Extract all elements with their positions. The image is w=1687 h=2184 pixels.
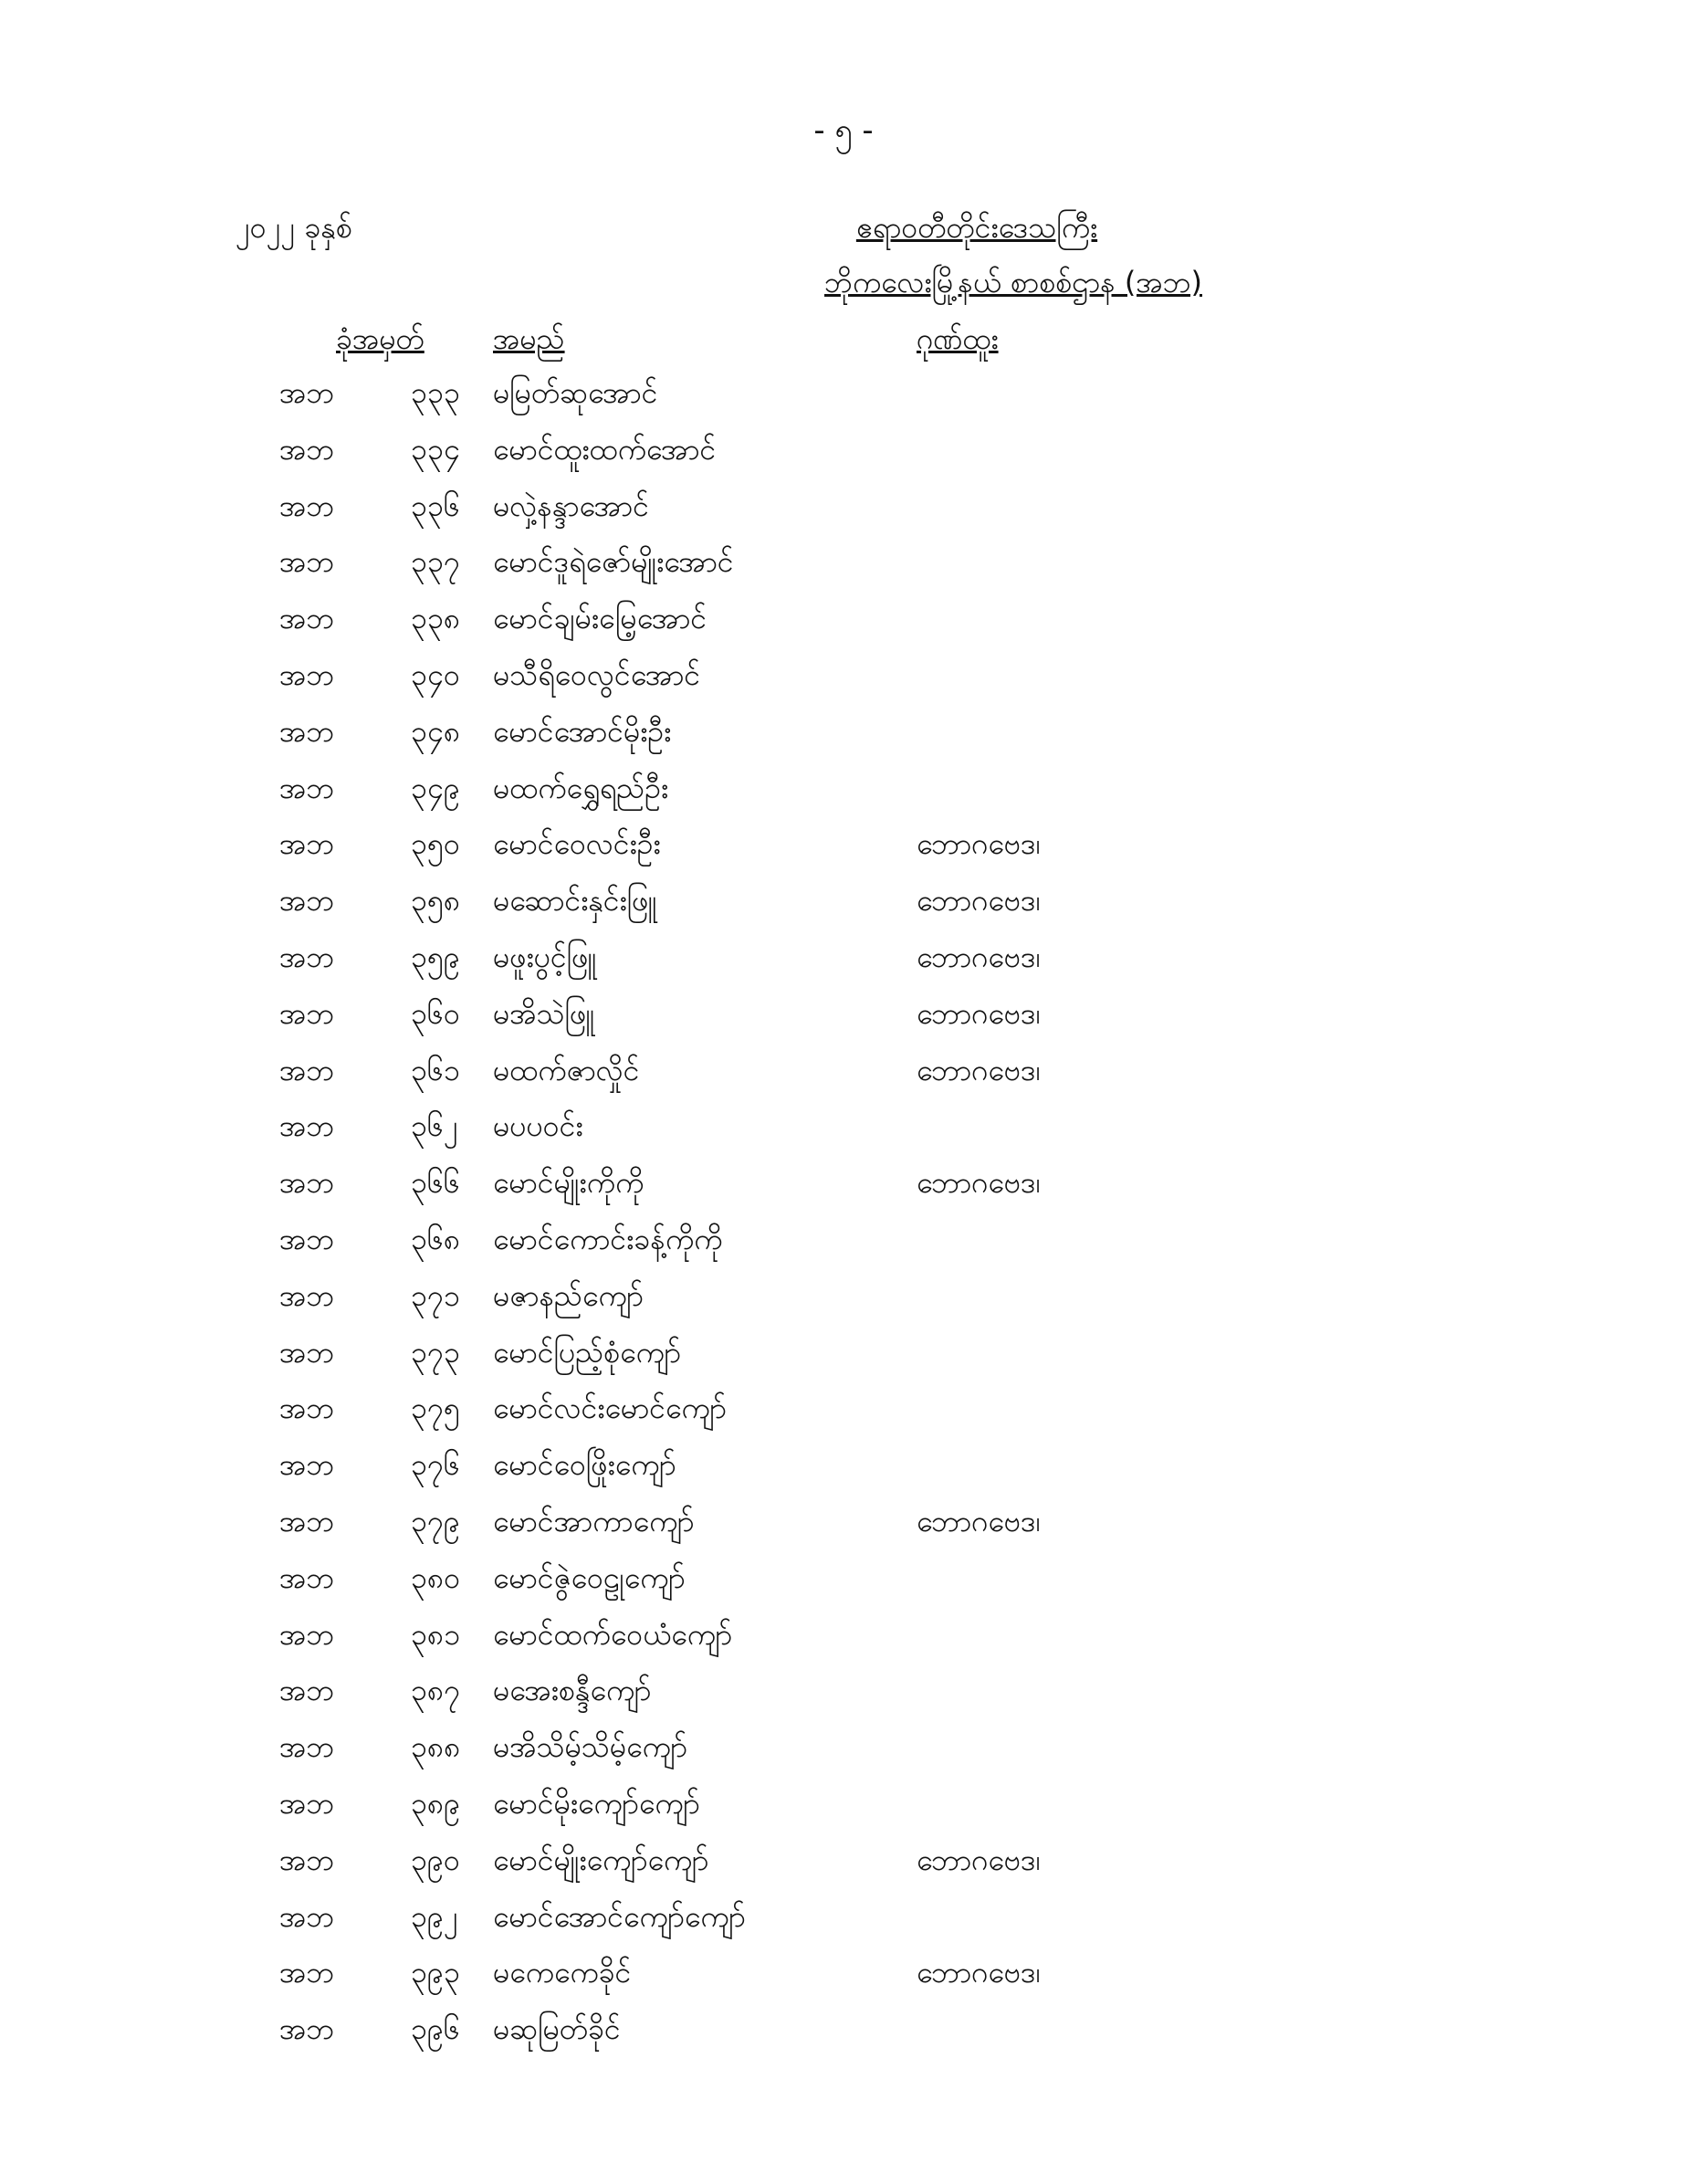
roll-prefix: အဘ (279, 1503, 335, 1538)
student-name: မောင်အောင်ကျော်ကျော် (493, 1898, 746, 1934)
student-name: မောင်ဝေဖြိုးကျော် (493, 1447, 676, 1483)
student-name: မောင်ကောင်းခန့်ကိုကို (493, 1221, 723, 1256)
roll-prefix: အဘ (279, 1559, 335, 1595)
table-row (0, 600, 1687, 656)
header-name: အမည် (493, 321, 565, 356)
roll-prefix: အဘ (279, 1108, 335, 1144)
student-name: မောင်ပြည့်စုံကျော် (493, 1334, 682, 1370)
roll-number: ၃၃၇ (411, 544, 460, 580)
roll-prefix: အဘ (279, 375, 335, 410)
table-row (0, 1446, 1687, 1503)
roll-number: ၃၉၃ (411, 1955, 460, 1990)
student-name: မောင်မျိုးကိုကို (493, 1165, 644, 1201)
header-roll-number: ခုံအမှတ် (336, 321, 424, 356)
student-name: မမြတ်ဆုအောင် (493, 375, 658, 410)
table-row (0, 995, 1687, 1052)
roll-number: ၃၅၈ (411, 883, 461, 919)
roll-prefix: အဘ (279, 995, 335, 1031)
distinction-subject: ဘောဂဗေဒ၊ (917, 1842, 1041, 1877)
roll-number: ၃၃၈ (411, 601, 461, 636)
roll-number: ၃၈၀ (411, 1559, 461, 1595)
student-name: မဆုမြတ်ခိုင် (493, 2011, 621, 2047)
distinction-subject: ဘောဂဗေဒ၊ (917, 995, 1041, 1031)
table-row (0, 543, 1687, 600)
roll-prefix: အဘ (279, 1334, 335, 1370)
student-name: မောင်ထူးထက်အောင် (493, 431, 717, 467)
table-row (0, 825, 1687, 882)
student-name: မဇာနည်ကျော် (493, 1277, 644, 1313)
student-name: မောင်အာကာကျော် (493, 1503, 695, 1538)
table-row (0, 1898, 1687, 1955)
student-name: မောင်ချမ်းမြေ့အောင် (493, 601, 707, 636)
table-row (0, 1052, 1687, 1108)
table-row (0, 374, 1687, 431)
roll-prefix: အဘ (279, 1391, 335, 1426)
roll-prefix: အဘ (279, 1052, 335, 1087)
roll-prefix: အဘ (279, 1785, 335, 1821)
roll-prefix: အဘ (279, 656, 335, 692)
roll-number: ၃၉၂ (411, 1898, 458, 1934)
table-row (0, 1785, 1687, 1842)
roll-number: ၃၃၆ (411, 488, 460, 523)
results-list (0, 374, 1687, 2067)
table-row (0, 1334, 1687, 1391)
distinction-subject: ဘောဂဗေဒ၊ (917, 939, 1041, 974)
roll-prefix: အဘ (279, 1165, 335, 1201)
roll-number: ၃၆၈ (411, 1221, 461, 1256)
student-name: မအိသိမ့်သိမ့်ကျော် (493, 1729, 687, 1765)
student-name: မသီရိဝေလွင်အောင် (493, 656, 701, 692)
table-row (0, 770, 1687, 826)
table-row (0, 431, 1687, 488)
distinction-subject: ဘောဂဗေဒ၊ (917, 826, 1041, 862)
region-title: ဧရာဝတီတိုင်းဒေသကြီး (855, 210, 1098, 245)
table-row (0, 1842, 1687, 1898)
roll-prefix: အဘ (279, 431, 335, 467)
student-name: မထက်ဇာလှိုင် (493, 1052, 640, 1087)
roll-prefix: အဘ (279, 1842, 335, 1877)
distinction-subject: ဘောဂဗေဒ၊ (917, 1165, 1041, 1201)
roll-prefix: အဘ (279, 1221, 335, 1256)
table-row (0, 1728, 1687, 1785)
exam-center-title: ဘိုကလေးမြို့နယ် စာစစ်ဌာန (အဘ) (824, 265, 1202, 299)
roll-prefix: အဘ (279, 1447, 335, 1483)
roll-number: ၃၅၀ (411, 826, 460, 862)
distinction-subject: ဘောဂဗေဒ၊ (917, 1503, 1041, 1538)
roll-prefix: အဘ (279, 1616, 335, 1652)
roll-prefix: အဘ (279, 1277, 335, 1313)
roll-number: ၃၇၁ (411, 1277, 460, 1313)
table-row (0, 1277, 1687, 1334)
roll-prefix: အဘ (279, 1898, 335, 1934)
distinction-subject: ဘောဂဗေဒ၊ (917, 883, 1041, 919)
student-name: မောင်လင်းမောင်ကျော် (493, 1391, 727, 1426)
roll-prefix: အဘ (279, 601, 335, 636)
roll-number: ၃၇၃ (411, 1334, 460, 1370)
table-row (0, 1503, 1687, 1559)
student-name: မအိသဲဖြူ (493, 995, 595, 1031)
roll-prefix: အဘ (279, 939, 335, 974)
table-row (0, 1108, 1687, 1164)
roll-prefix: အဘ (279, 1729, 335, 1765)
roll-prefix: အဘ (279, 713, 335, 749)
student-name: မောင်ထက်ဝေယံကျော် (493, 1616, 733, 1652)
roll-number: ၃၇၉ (411, 1503, 460, 1538)
student-name: မောင်အောင်မိုးဦး (493, 713, 672, 749)
roll-number: ၃၃၄ (411, 431, 460, 467)
student-name: မောင်ဝေလင်းဦး (493, 826, 661, 862)
roll-number: ၃၄၈ (411, 713, 461, 749)
roll-number: ၃၄၀ (411, 656, 460, 692)
roll-number: ၃၈၇ (411, 1673, 461, 1708)
student-name: မဖူးပွင့်ဖြူ (493, 939, 597, 974)
table-row (0, 1616, 1687, 1673)
student-name: မလှဲ့နန္ဒာအောင် (493, 488, 649, 523)
roll-number: ၃၉၆ (411, 2011, 460, 2047)
roll-number: ၃၇၅ (411, 1391, 460, 1426)
roll-prefix: အဘ (279, 1673, 335, 1708)
roll-number: ၃၈၉ (411, 1785, 461, 1821)
table-row (0, 656, 1687, 713)
student-name: မောင်ဇွဲဝေဠုကျော် (493, 1559, 686, 1595)
roll-prefix: အဘ (279, 770, 335, 805)
roll-number: ၃၆၆ (411, 1165, 460, 1201)
table-row (0, 1390, 1687, 1446)
student-name: မအေးစန္ဒီကျော် (493, 1673, 652, 1708)
roll-number: ၃၅၉ (411, 939, 460, 974)
student-name: မကေကေခိုင် (493, 1955, 632, 1990)
roll-number: ၃၆၁ (411, 1052, 460, 1087)
roll-number: ၃၄၉ (411, 770, 460, 805)
table-row (0, 1672, 1687, 1728)
page-number: - ၅ - (813, 112, 874, 149)
roll-prefix: အဘ (279, 826, 335, 862)
roll-number: ၃၃၃ (411, 375, 460, 410)
table-row (0, 1221, 1687, 1277)
table-row (0, 882, 1687, 939)
roll-number: ၃၉၀ (411, 1842, 460, 1877)
student-name: မောင်မျိုးကျော်ကျော် (493, 1842, 709, 1877)
table-row (0, 713, 1687, 770)
roll-prefix: အဘ (279, 2011, 335, 2047)
table-row (0, 1559, 1687, 1616)
roll-prefix: အဘ (279, 544, 335, 580)
roll-prefix: အဘ (279, 883, 335, 919)
student-name: မောင်ဒူရဲဇော်မျိုးအောင် (493, 544, 734, 580)
table-row (0, 2011, 1687, 2067)
roll-number: ၃၆၂ (411, 1108, 458, 1144)
roll-number: ၃၇၆ (411, 1447, 460, 1483)
roll-number: ၃၈၈ (411, 1729, 461, 1765)
exam-year: ၂၀၂၂ ခုနှစ် (236, 210, 352, 245)
student-name: မောင်မိုးကျော်ကျော် (493, 1785, 700, 1821)
student-name: မဆောင်းနှင်းဖြူ (493, 883, 657, 919)
table-row (0, 1164, 1687, 1221)
table-row (0, 939, 1687, 995)
distinction-subject: ဘောဂဗေဒ၊ (917, 1955, 1041, 1990)
distinction-subject: ဘောဂဗေဒ၊ (917, 1052, 1041, 1087)
table-row (0, 488, 1687, 544)
student-name: မထက်ရွှေရည်ဦး (493, 770, 669, 805)
header-distinction: ဂုဏ်ထူး (917, 321, 999, 356)
roll-number: ၃၈၁ (411, 1616, 461, 1652)
roll-number: ၃၆၀ (411, 995, 460, 1031)
roll-prefix: အဘ (279, 488, 335, 523)
table-row (0, 1954, 1687, 2011)
student-name: မပပဝင်း (493, 1108, 583, 1144)
roll-prefix: အဘ (279, 1955, 335, 1990)
